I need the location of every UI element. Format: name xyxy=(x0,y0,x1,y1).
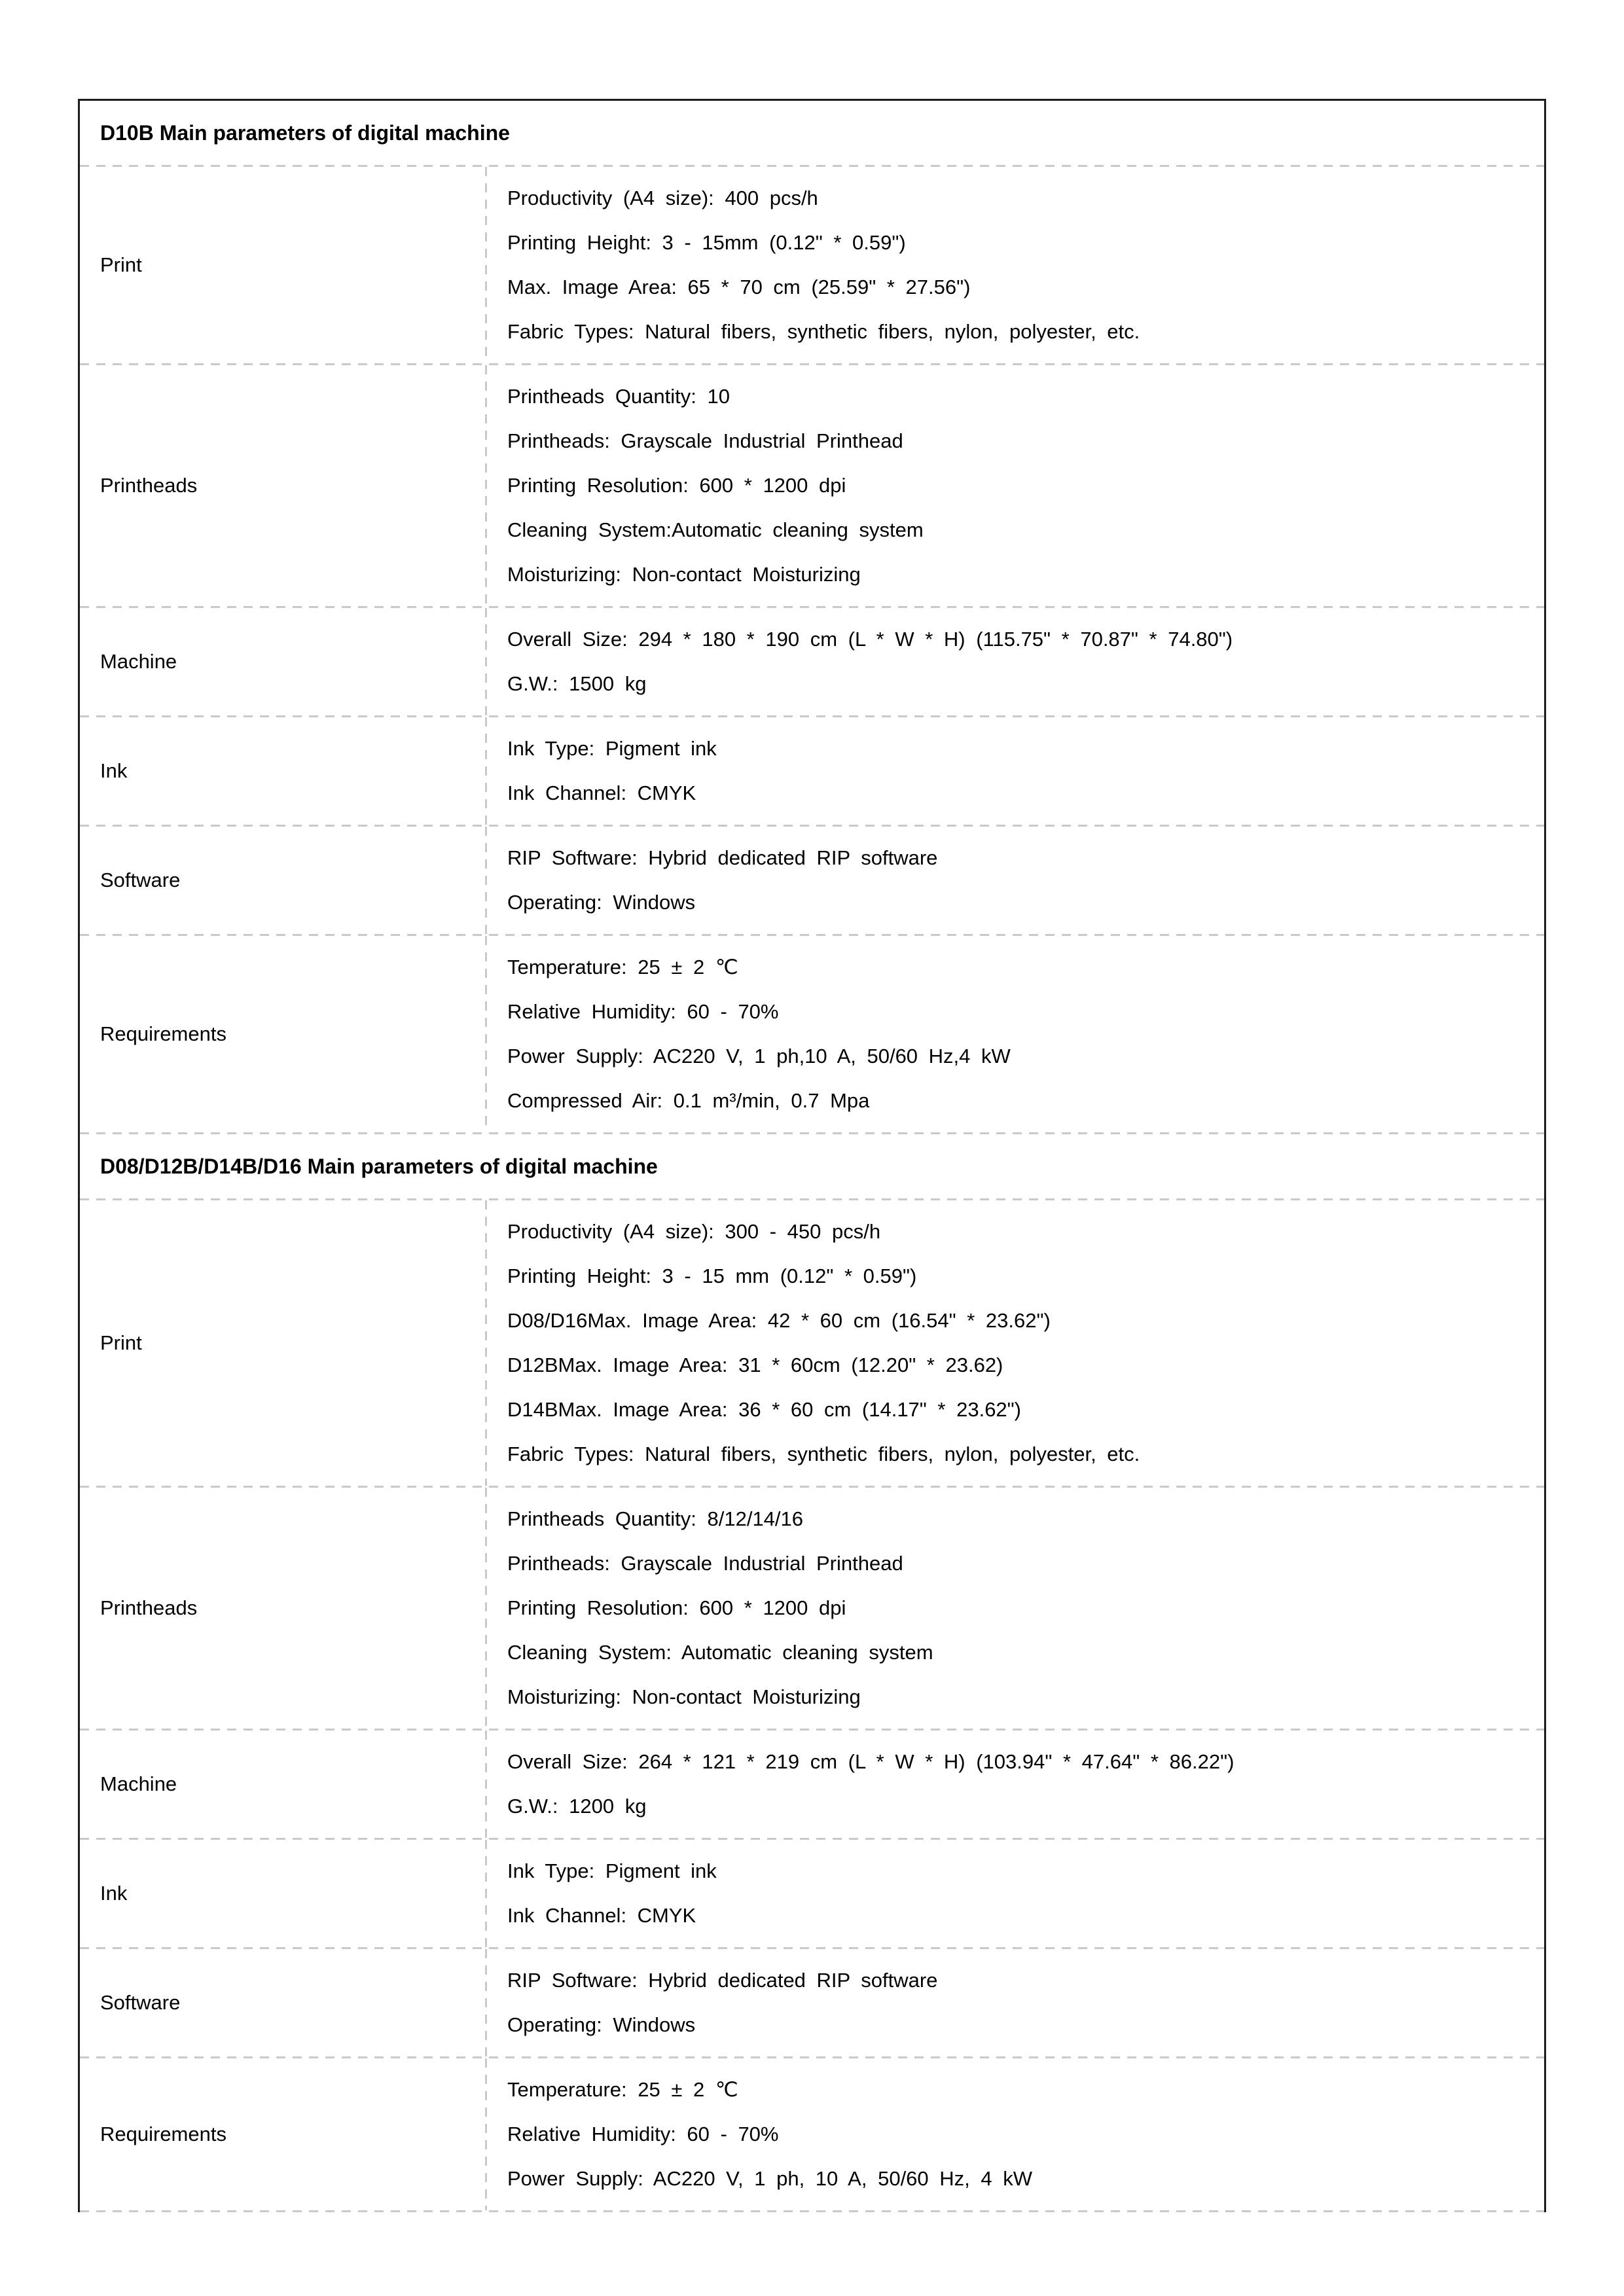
value-line: Moisturizing: Non-contact Moisturizing xyxy=(507,563,861,586)
value-line: RIP Software: Hybrid dedicated RIP software xyxy=(507,846,938,869)
value-line: Cleaning System: Automatic cleaning system xyxy=(507,1641,933,1664)
table-row-machine xyxy=(80,1731,1544,1838)
value-line: Power Supply: AC220 V, 1 ph, 10 A, 50/60 Hz, 4 kW xyxy=(507,2167,1032,2190)
value-line: Temperature: 25 ± 2 ℃ xyxy=(507,2078,738,2101)
row-label: Machine xyxy=(100,1772,177,1795)
row-label: Machine xyxy=(100,650,177,673)
value-line: Cleaning System:Automatic cleaning system xyxy=(507,518,924,541)
table-row-machine xyxy=(80,608,1544,715)
value-line: Printing Resolution: 600 * 1200 dpi xyxy=(507,474,846,497)
row-label: Requirements xyxy=(100,1022,226,1045)
row-label: Print xyxy=(100,1331,142,1354)
table-row-requirements xyxy=(80,2058,1544,2210)
value-line: Printheads: Grayscale Industrial Printhead xyxy=(507,1552,903,1575)
row-values xyxy=(487,167,1544,363)
row-values xyxy=(487,1840,1544,1947)
row-values xyxy=(487,717,1544,825)
row-values xyxy=(487,608,1544,715)
row-values xyxy=(487,1200,1544,1486)
value-line: RIP Software: Hybrid dedicated RIP software xyxy=(507,1969,938,1992)
value-line: Compressed Air: 0.1 m³/min, 0.7 Mpa xyxy=(507,1089,870,1112)
value-line: Operating: Windows xyxy=(507,2013,696,2036)
table-row-printheads xyxy=(80,1488,1544,1729)
table-row-print xyxy=(80,1200,1544,1486)
table-row-printheads xyxy=(80,365,1544,606)
value-line: Relative Humidity: 60 - 70% xyxy=(507,1000,779,1023)
value-line: D08/D16Max. Image Area: 42 * 60 cm (16.54" * 23.62") xyxy=(507,1309,1051,1332)
value-line: D14BMax. Image Area: 36 * 60 cm (14.17" * 23.62") xyxy=(507,1398,1021,1421)
value-line: G.W.: 1200 kg xyxy=(507,1795,647,1818)
value-line: D12BMax. Image Area: 31 * 60cm (12.20" * 23.62) xyxy=(507,1354,1003,1376)
row-values xyxy=(487,2058,1544,2210)
row-label: Software xyxy=(100,869,181,891)
value-line: Overall Size: 264 * 121 * 219 cm (L * W * H) (103.94" * 47.64" * 86.22") xyxy=(507,1750,1235,1773)
value-line: Fabric Types: Natural fibers, synthetic fibers, nylon, polyester, etc. xyxy=(507,1443,1140,1465)
table-row-requirements xyxy=(80,936,1544,1132)
row-values xyxy=(487,1731,1544,1838)
row-values xyxy=(487,936,1544,1132)
value-line: Max. Image Area: 65 * 70 cm (25.59" * 27.56") xyxy=(507,276,971,298)
table-row-software xyxy=(80,827,1544,934)
machine-spec-table xyxy=(78,99,1546,2212)
row-label: Ink xyxy=(100,1882,128,1905)
value-line: Printheads Quantity: 10 xyxy=(507,385,730,408)
section-title-text: D08/D12B/D14B/D16 Main parameters of digital machine xyxy=(100,1154,658,1178)
section-title-d08-d12b-d14b-d16 xyxy=(80,1134,1544,1198)
table-row-print xyxy=(80,167,1544,363)
row-label: Ink xyxy=(100,759,128,782)
value-line: G.W.: 1500 kg xyxy=(507,672,647,695)
value-line: Printheads: Grayscale Industrial Printhead xyxy=(507,429,903,452)
value-line: Ink Type: Pigment ink xyxy=(507,737,717,760)
value-line: Printing Height: 3 - 15mm (0.12" * 0.59") xyxy=(507,231,906,254)
value-line: Printing Height: 3 - 15 mm (0.12" * 0.59") xyxy=(507,1265,917,1287)
row-label: Printheads xyxy=(100,474,198,497)
value-line: Moisturizing: Non-contact Moisturizing xyxy=(507,1685,861,1708)
value-line: Relative Humidity: 60 - 70% xyxy=(507,2123,779,2145)
table-row-software xyxy=(80,1949,1544,2056)
row-values xyxy=(487,365,1544,606)
row-values xyxy=(487,1488,1544,1729)
row-label: Software xyxy=(100,1991,181,2014)
value-line: Productivity (A4 size): 300 - 450 pcs/h xyxy=(507,1220,881,1243)
value-line: Power Supply: AC220 V, 1 ph,10 A, 50/60 Hz,4 kW xyxy=(507,1045,1011,1067)
value-line: Printheads Quantity: 8/12/14/16 xyxy=(507,1507,804,1530)
table-row-ink xyxy=(80,1840,1544,1947)
value-line: Ink Channel: CMYK xyxy=(507,781,696,804)
row-label: Print xyxy=(100,253,142,276)
value-line: Printing Resolution: 600 * 1200 dpi xyxy=(507,1596,846,1619)
table-row-ink xyxy=(80,717,1544,825)
row-label: Printheads xyxy=(100,1596,198,1619)
row-label: Requirements xyxy=(100,2123,226,2145)
value-line: Temperature: 25 ± 2 ℃ xyxy=(507,956,738,978)
value-line: Overall Size: 294 * 180 * 190 cm (L * W * H) (115.75" * 70.87" * 74.80") xyxy=(507,628,1233,651)
value-line: Fabric Types: Natural fibers, synthetic fibers, nylon, polyester, etc. xyxy=(507,320,1140,343)
section-title-text: D10B Main parameters of digital machine xyxy=(100,120,510,145)
section-title-d10b xyxy=(80,101,1544,165)
value-line: Productivity (A4 size): 400 pcs/h xyxy=(507,187,818,209)
value-line: Ink Channel: CMYK xyxy=(507,1904,696,1927)
value-line: Operating: Windows xyxy=(507,891,696,914)
row-values xyxy=(487,827,1544,934)
row-values xyxy=(487,1949,1544,2056)
value-line: Ink Type: Pigment ink xyxy=(507,1859,717,1882)
table-bottom-divider xyxy=(80,2210,1544,2212)
